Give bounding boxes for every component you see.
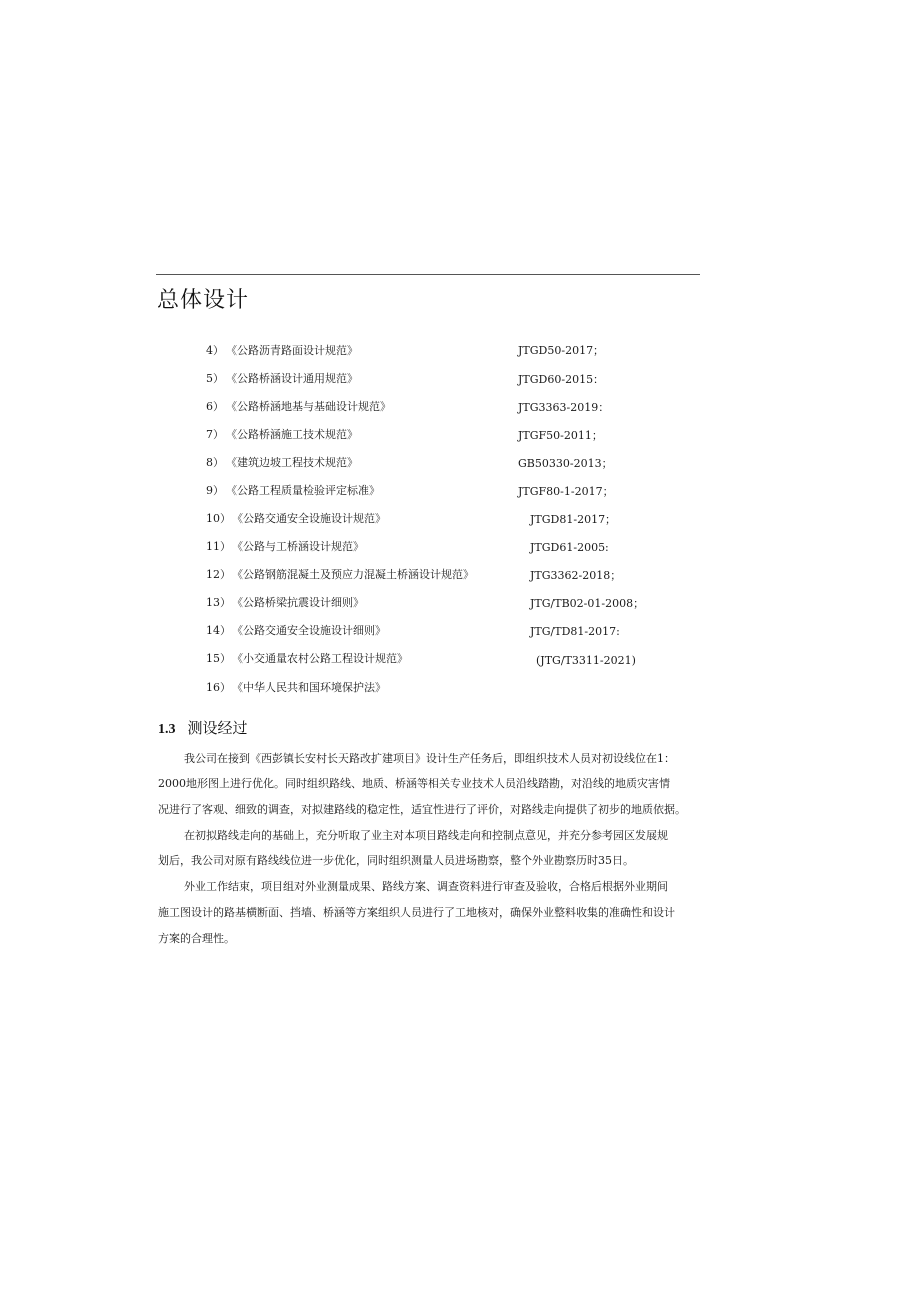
section-heading bbox=[158, 717, 248, 738]
reference-name: 《公路工程质量检验评定标准》 bbox=[226, 484, 380, 497]
reference-number: 8） bbox=[206, 456, 224, 469]
reference-name: 《公路桥涵地基与基础设计规范》 bbox=[226, 400, 391, 413]
paragraph-line: 划后，我公司对原有路线线位进一步优化，同时组织测量人员进场勘察，整个外业勘察历时35日。 bbox=[158, 854, 634, 867]
reference-number: 12） bbox=[206, 568, 231, 581]
reference-name: 《小交通量农村公路工程设计规范》 bbox=[232, 652, 408, 665]
paragraph-line: 外业工作结束，项目组对外业测量成果、路线方案、调查资料进行审查及验收，合格后根据外业期间 bbox=[184, 880, 668, 893]
header-rule bbox=[156, 274, 700, 275]
reference-number: 4） bbox=[206, 344, 224, 357]
page-title: 总体设计 bbox=[157, 288, 250, 313]
reference-number: 10） bbox=[206, 512, 231, 525]
reference-name: 《公路交通安全设施设计细则》 bbox=[232, 624, 386, 637]
reference-name: 《公路沥青路面设计规范》 bbox=[226, 344, 358, 357]
reference-code: JTGD81-2017； bbox=[530, 513, 617, 526]
reference-name: 《建筑边坡工程技术规范》 bbox=[226, 456, 358, 469]
reference-number: 14） bbox=[206, 624, 231, 637]
reference-code: JTG/TD81-2017: bbox=[530, 625, 620, 638]
paragraph-line: 在初拟路线走向的基础上，充分听取了业主对本项目路线走向和控制点意见，并充分参考园区发展规 bbox=[184, 829, 668, 842]
reference-code: GB50330-2013； bbox=[518, 457, 613, 470]
paragraph-line: 况进行了客观、细致的调查，对拟建路线的稳定性，适宜性进行了评价，对路线走向提供了初步的地质依据。 bbox=[158, 803, 686, 816]
reference-code: JTG3363-2019： bbox=[518, 401, 610, 414]
reference-name: 《中华人民共和国环境保护法》 bbox=[232, 681, 386, 694]
reference-code: (JTG/T3311-2021) bbox=[536, 654, 636, 667]
reference-name: 《公路桥涵设计通用规范》 bbox=[226, 372, 358, 385]
reference-code: JTG/TB02-01-2008； bbox=[530, 597, 645, 610]
reference-number: 16） bbox=[206, 681, 231, 694]
reference-code: JTGD61-2005: bbox=[530, 541, 609, 554]
reference-number: 5） bbox=[206, 372, 224, 385]
reference-code: JTG3362-2018； bbox=[530, 569, 622, 582]
reference-number: 7） bbox=[206, 428, 224, 441]
paragraph-line: 我公司在接到《西彭镇长安村长天路改扩建项目》设计生产任务后，即组织技术人员对初设线位在1： bbox=[184, 752, 675, 765]
paragraph-line: 2000地形图上进行优化。同时组织路线、地质、桥涵等相关专业技术人员沿线踏勘，对沿线的地质灾害情 bbox=[158, 777, 670, 790]
section-number: 1.3 bbox=[158, 722, 176, 737]
reference-name: 《公路钢筋混凝土及预应力混凝土桥涵设计规范》 bbox=[232, 568, 474, 581]
reference-code: JTGF80-1-2017； bbox=[518, 485, 614, 498]
section-title: 测设经过 bbox=[187, 719, 248, 737]
reference-name: 《公路桥梁抗震设计细则》 bbox=[232, 596, 364, 609]
paragraph-line: 施工图设计的路基横断面、挡墙、桥涵等方案组织人员进行了工地核对，确保外业整料收集的准确性和设计 bbox=[158, 906, 675, 919]
reference-number: 6） bbox=[206, 400, 224, 413]
reference-code: JTGD60-2015： bbox=[518, 373, 605, 386]
reference-name: 《公路交通安全设施设计规范》 bbox=[232, 512, 386, 525]
reference-code: JTGF50-2011； bbox=[518, 429, 603, 442]
reference-number: 13） bbox=[206, 596, 231, 609]
reference-name: 《公路桥涵施工技术规范》 bbox=[226, 428, 358, 441]
reference-number: 11） bbox=[206, 540, 231, 553]
reference-number: 15） bbox=[206, 652, 231, 665]
reference-name: 《公路与工桥涵设计规范》 bbox=[232, 540, 364, 553]
reference-number: 9） bbox=[206, 484, 224, 497]
paragraph-line: 方案的合理性。 bbox=[158, 932, 235, 945]
reference-code: JTGD50-2017； bbox=[518, 344, 605, 357]
